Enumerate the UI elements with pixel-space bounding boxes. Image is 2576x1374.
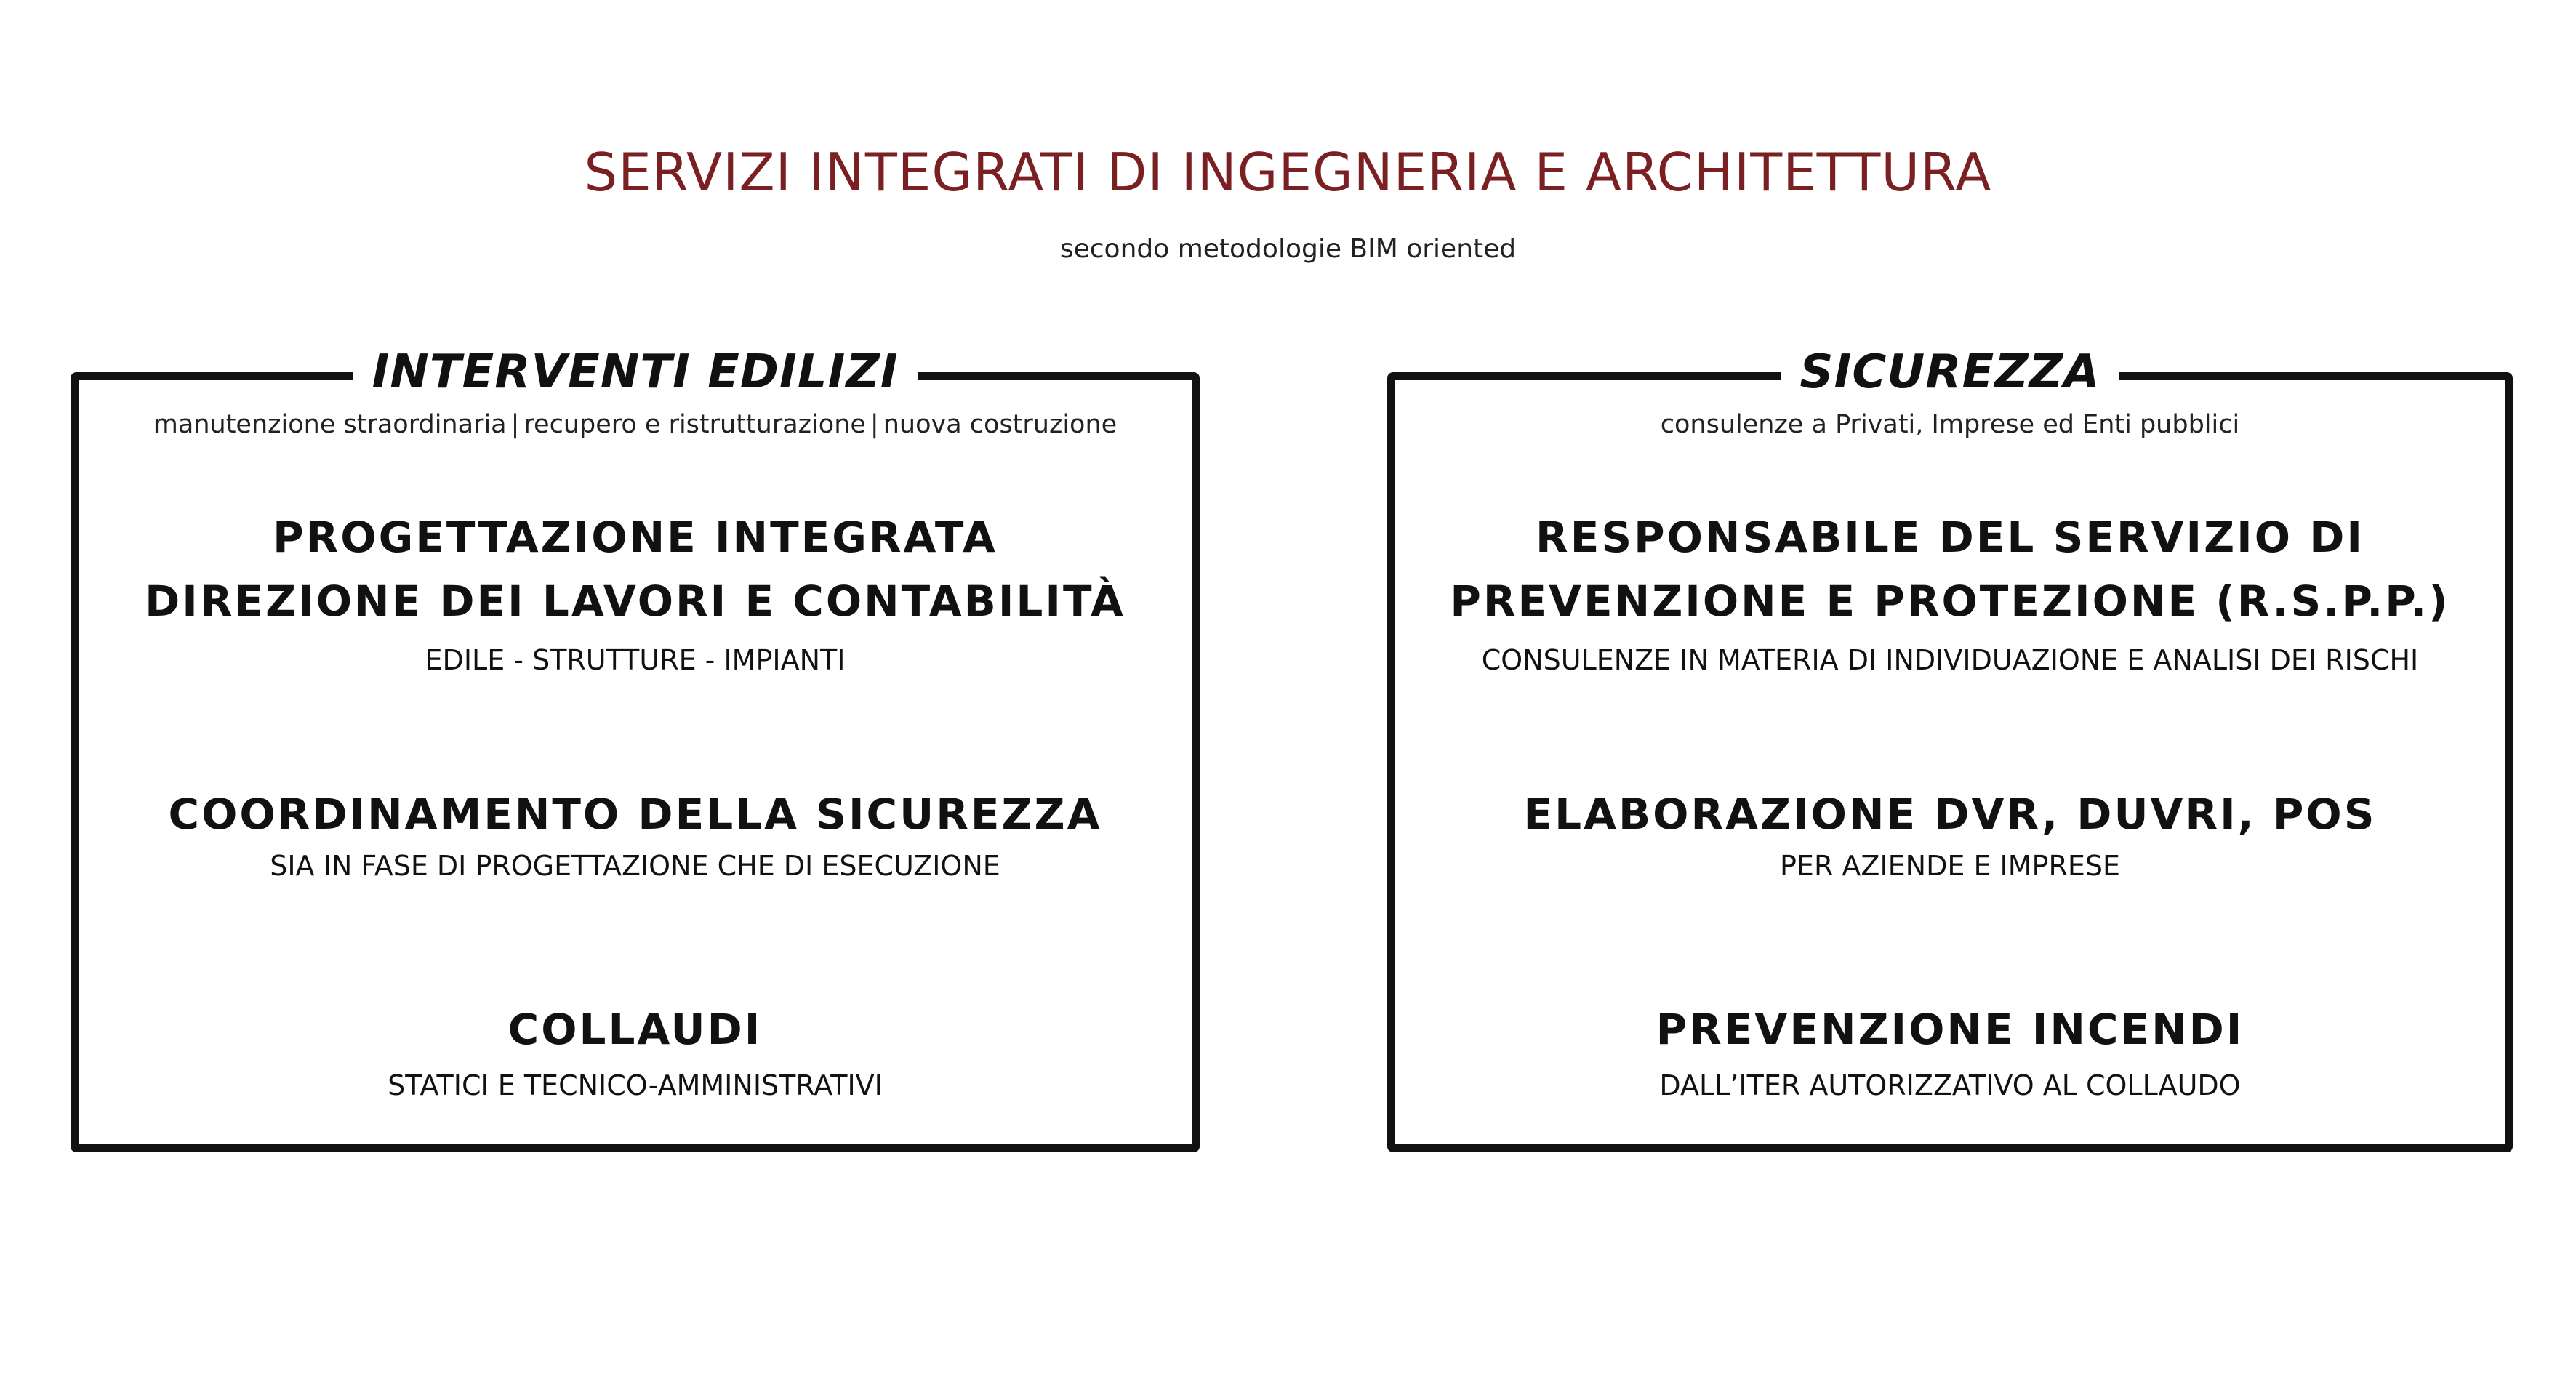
tagline-separator: | <box>510 410 520 439</box>
service-title: ELABORAZIONE DVR, DUVRI, POS <box>1523 790 2377 839</box>
service-title: RESPONSABILE DEL SERVIZIO DI <box>1536 513 2364 562</box>
panel-sicurezza <box>1387 345 2513 1152</box>
tagline-item: recupero e ristrutturazione <box>523 410 866 439</box>
tagline-item: nuova costruzione <box>883 410 1118 439</box>
service-description: STATICI E TECNICO-AMMINISTRATIVI <box>388 1069 883 1101</box>
service-dvr-duvri-pos <box>1395 782 2505 884</box>
service-progettazione <box>79 505 1192 678</box>
service-title: DIREZIONE DEI LAVORI E CONTABILITÀ <box>145 576 1126 626</box>
service-title: PREVENZIONE INCENDI <box>1656 1005 2244 1054</box>
service-description: DALL’ITER AUTORIZZATIVO AL COLLAUDO <box>1659 1069 2241 1101</box>
panel-interventi-edilizi <box>71 345 1200 1152</box>
service-collaudi <box>79 997 1192 1104</box>
page-subtitle: secondo metodologie BIM oriented <box>1059 234 1517 264</box>
service-description: SIA IN FASE DI PROGETTAZIONE CHE DI ESECUZIONE <box>270 850 1000 882</box>
service-title: PREVENZIONE E PROTEZIONE (R.S.P.P.) <box>1450 576 2450 626</box>
service-description: PER AZIENDE E IMPRESE <box>1780 850 2120 882</box>
service-description: EDILE - STRUTTURE - IMPIANTI <box>425 644 846 676</box>
service-description: CONSULENZE IN MATERIA DI INDIVIDUAZIONE E ANALISI DEI RISCHI <box>1481 644 2419 676</box>
tagline-item: manutenzione straordinaria <box>153 410 507 439</box>
service-title: PROGETTAZIONE INTEGRATA <box>273 513 998 562</box>
page-title: SERVIZI INTEGRATI DI INGEGNERIA E ARCHITETTURA <box>584 142 1992 203</box>
service-title: COLLAUDI <box>507 1005 763 1054</box>
panel-title: INTERVENTI EDILIZI <box>353 344 917 401</box>
tagline-separator: | <box>870 410 879 439</box>
panel-tagline <box>1395 410 2505 439</box>
panel-tagline <box>79 410 1192 439</box>
service-rspp <box>1395 505 2505 678</box>
service-prevenzione-incendi <box>1395 997 2505 1104</box>
service-coordinamento-sicurezza <box>79 782 1192 884</box>
tagline-item: consulenze a Privati, Imprese ed Enti pubblici <box>1660 410 2240 439</box>
service-title: COORDINAMENTO DELLA SICUREZZA <box>168 790 1102 839</box>
panel-title: SICUREZZA <box>1781 344 2119 401</box>
